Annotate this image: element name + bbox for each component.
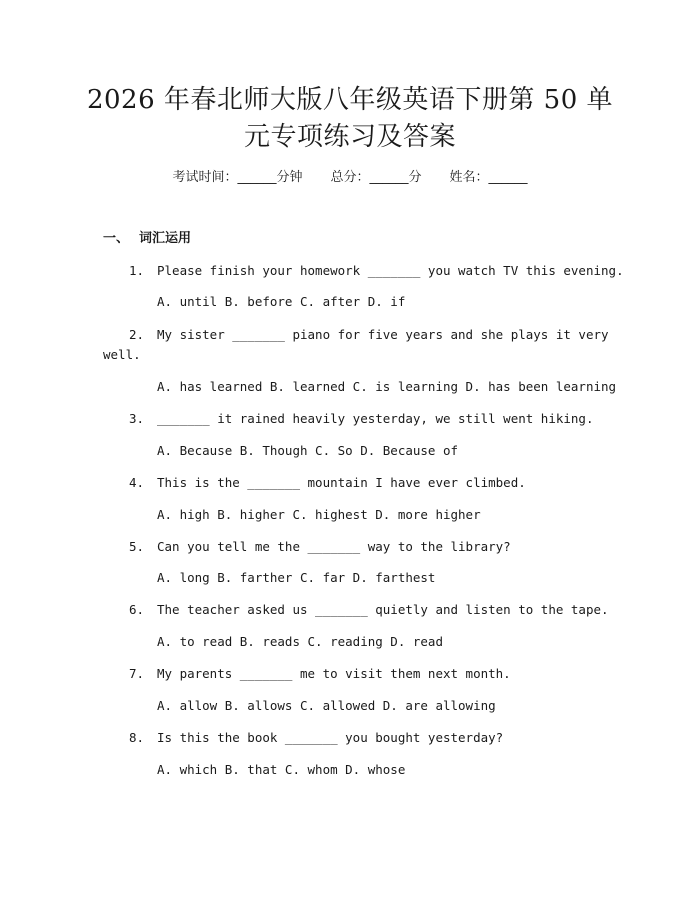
question-text: _______ it rained heavily yesterday, we still went hiking.: [157, 411, 594, 426]
question-text: Can you tell me the _______ way to the library?: [157, 539, 511, 554]
question-number: 3.: [129, 411, 145, 426]
exam-meta: [0, 169, 700, 187]
question-text: My sister _______ piano for five years and she plays it very: [157, 327, 609, 342]
section-heading: [103, 230, 191, 248]
question-number: 2.: [129, 327, 145, 342]
section-number: 一、: [103, 231, 130, 246]
exam-time-field: 考试时间：______分钟: [172, 170, 303, 185]
student-name-field: 姓名：______: [449, 170, 528, 185]
question-number: 4.: [129, 475, 145, 490]
question-number: 8.: [129, 730, 145, 745]
question-options: A. allow B. allows C. allowed D. are allowing: [157, 698, 496, 713]
question-text: My parents _______ me to visit them next month.: [157, 666, 511, 681]
question-number: 1.: [129, 263, 145, 278]
exam-score-field: 总分：______分: [330, 170, 422, 185]
question-number: 5.: [129, 539, 145, 554]
question-options: A. has learned B. learned C. is learning D. has been learning: [157, 379, 617, 394]
question-options: A. until B. before C. after D. if: [157, 294, 406, 309]
document-title-line-2: 元专项练习及答案: [243, 122, 456, 152]
question-number: 6.: [129, 602, 145, 617]
question-text: The teacher asked us _______ quietly and listen to the tape.: [157, 602, 609, 617]
question-options: A. to read B. reads C. reading D. read: [157, 634, 443, 649]
section-title: 词汇运用: [139, 231, 192, 246]
document-title-line-1: 2026 年春北师大版八年级英语下册第 50 单: [86, 85, 614, 115]
question-text: Is this the book _______ you bought yesterday?: [157, 730, 504, 745]
question-number: 7.: [129, 666, 145, 681]
question-options: A. high B. higher C. highest D. more higher: [157, 507, 481, 522]
question-text: Please finish your homework _______ you watch TV this evening.: [157, 263, 624, 278]
question-text-continuation: well.: [103, 347, 141, 362]
question-text: This is the _______ mountain I have ever climbed.: [157, 475, 526, 490]
question-options: A. long B. farther C. far D. farthest: [157, 570, 436, 585]
question-options: A. which B. that C. whom D. whose: [157, 762, 406, 777]
question-options: A. Because B. Though C. So D. Because of: [157, 443, 459, 458]
